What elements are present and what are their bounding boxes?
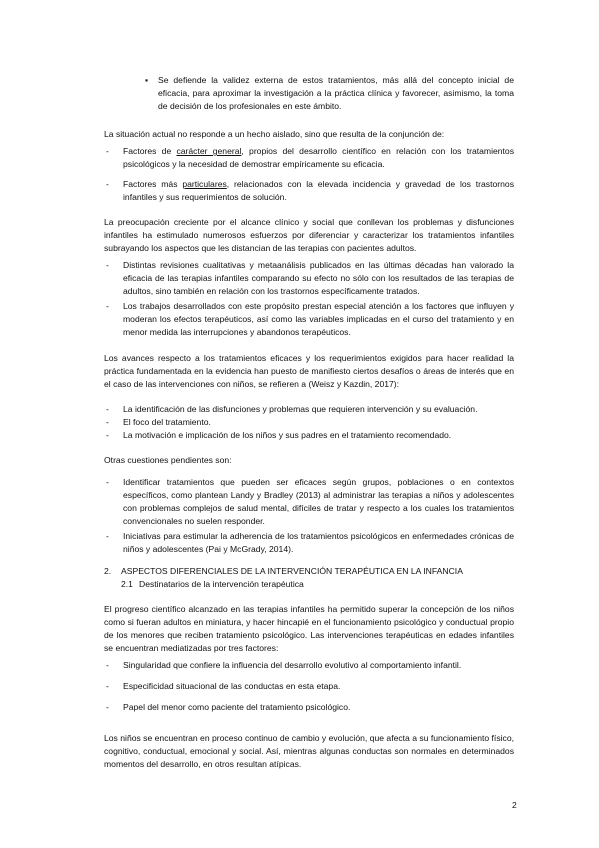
dash-bullet: -	[106, 404, 109, 414]
dash-bullet: -	[106, 477, 109, 487]
list3-item-foco: El foco del tratamiento.	[123, 417, 211, 427]
section-2-number: 2.	[104, 566, 112, 576]
square-bullet-icon: ▪	[145, 75, 149, 85]
page-number: 2	[512, 800, 517, 810]
list3-item-identificacion: La identificación de las disfunciones y problemas que requieren intervención y su evaluación.	[123, 404, 478, 414]
dash-bullet: -	[106, 430, 109, 440]
dash-bullet: -	[106, 660, 109, 670]
top-bullet-text: Se defiende la validez externa de estos tratamientos, más allá del concepto inicial de eficacia, para aproximar la investigación a la práctica clínica y favorecer, asimismo, la toma de decisión de los profesionales en este ámbito.	[158, 75, 514, 111]
list2-item-trabajos: Los trabajos desarrollados con este propósito prestan especial atención a los factores que influyen y moderan los efectos terapéuticos, así como las variables implicadas en el curso del tratamiento y en menor medida las interrupciones y abandonos terapéuticos.	[123, 301, 514, 337]
list1-item-general: Factores de carácter general, propios del desarrollo científico en relación con los tratamientos psicológicos y la necesidad de demostrar empíricamente su eficacia.	[123, 146, 515, 169]
list2-item-revisiones: Distintas revisiones cualitativas y metaanálisis publicados en las últimas décadas han valorado la eficacia de las terapias infantiles comparando su efecto no sólo con los resultados de las terapias de adultos, sino también en relación con los trastornos específicamente tratados.	[123, 260, 514, 296]
list1-item-particular: Factores más particulares, relacionados con la elevada incidencia y gravedad de los trastornos infantiles y sus requerimientos de solución.	[123, 179, 514, 202]
dash-bullet: -	[106, 417, 109, 427]
paragraph-6: Los niños se encuentran en proceso continuo de cambio y evolución, que afecta a su funcionamiento físico, cognitivo, conductual, emocional y social. Así, mientras algunas conductas son normales en determinados momentos del desarrollo, en otros resultan atípicas.	[104, 733, 514, 769]
dash-bullet: -	[106, 301, 109, 311]
dash-bullet: -	[106, 531, 109, 541]
list5-item-especificidad: Especificidad situacional de las conductas en esta etapa.	[123, 681, 341, 691]
list3-item-motivacion: La motivación e implicación de los niños y sus padres en el tratamiento recomendado.	[123, 430, 452, 440]
paragraph-3: Los avances respecto a los tratamientos eficaces y los requerimientos exigidos para hacer realidad la práctica fundamentada en la evidencia han puesto de manifiesto ciertos desafíos o áreas de interés que en el caso de las intervenciones con niños, se refieren a (Weisz y Kazdin, 2017):	[104, 353, 514, 389]
list5-item-papel: Papel del menor como paciente del tratamiento psicológico.	[123, 702, 351, 712]
dash-bullet: -	[106, 260, 109, 270]
list4-item-iniciativas: Iniciativas para estimular la adherencia de los tratamientos psicológicos en enfermedades crónicas de niños y adolescentes (Pai y McGrady, 2014).	[123, 531, 514, 554]
list5-item-singularidad: Singularidad que confiere la influencia del desarrollo evolutivo al comportamiento infantil.	[123, 660, 462, 670]
paragraph-4: Otras cuestiones pendientes son:	[104, 455, 232, 465]
dash-bullet: -	[106, 146, 109, 156]
section-2-title: ASPECTOS DIFERENCIALES DE LA INTERVENCIÓN TERAPÉUTICA EN LA INFANCIA	[121, 566, 463, 576]
paragraph-1: La situación actual no responde a un hecho aislado, sino que resulta de la conjunción de:	[104, 129, 445, 139]
dash-bullet: -	[106, 179, 109, 189]
section-2-1-number: 2.1	[121, 579, 133, 589]
dash-bullet: -	[106, 702, 109, 712]
section-2-1-title: Destinatarios de la intervención terapéutica	[139, 579, 304, 589]
paragraph-5: El progreso científico alcanzado en las terapias infantiles ha permitido superar la concepción de los niños como si fueran adultos en miniatura, y hacer hincapié en el funcionamiento psicológico y conductual propio de los menores que reciben tratamiento psicológico. Las intervenciones terapéuticas en edades infantiles se encuentran mediatizadas por tres factores:	[104, 604, 514, 653]
dash-bullet: -	[106, 681, 109, 691]
list4-item-identificar: Identificar tratamientos que pueden ser eficaces según grupos, poblaciones o en contextos específicos, como plantean Landy y Bradley (2013) al administrar las terapias a niños y adolescentes con problemas complejos de salud mental, difíciles de tratar y respecto a los cuales los tratamientos convencionales no suelen responder.	[123, 477, 514, 526]
paragraph-2: La preocupación creciente por el alcance clínico y social que conllevan los problemas y disfunciones infantiles ha estimulado numerosos esfuerzos por diferenciar y caracterizar los tratamientos infantiles subrayando los aspectos que les distancian de las terapias con pacientes adultos.	[104, 217, 514, 253]
